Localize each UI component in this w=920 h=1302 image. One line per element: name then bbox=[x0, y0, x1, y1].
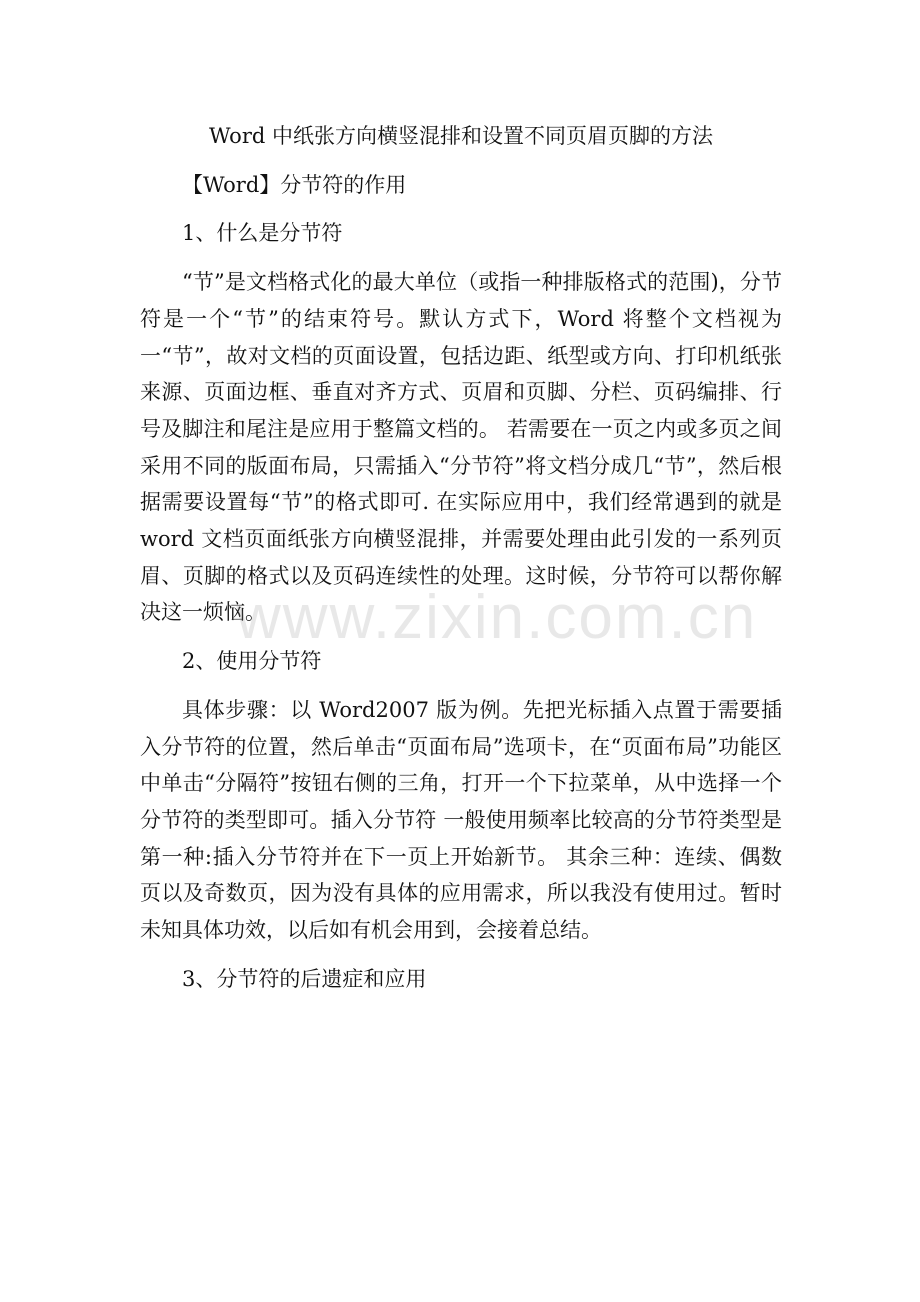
document-title: Word 中纸张方向横竖混排和设置不同页眉页脚的方法 bbox=[209, 124, 713, 148]
paragraph-2: 具体步骤：以 Word2007 版为例。先把光标插入点置于需要插入分节符的位置，然后单击“页面布局”选项卡，在“页面布局”功能区中单击“分隔符”按钮右侧的三角，打开一个下拉菜单，从中选择一个分节符的类型即可。插入分节符 一般使用频率比较高的分节符类型是第一种:插入分节符并在下一页上开始新节。 其余三种：连续、偶数页以及奇数页，因为没有具体的应用需求，所以我没有使用过。暂时未知具体功效，以后如有机会用到，会接着总结。 bbox=[140, 697, 782, 943]
heading-1: 1、什么是分节符 bbox=[182, 221, 343, 246]
paragraph-1: “节”是文档格式化的最大单位（或指一种排版格式的范围)，分节符是一个“节”的结束符号。默认方式下，Word 将整个文档视为一“节”，故对文档的页面设置，包括边距、纸型或方向、打印机纸张来源、页面边框、垂直对齐方式、页眉和页脚、分栏、页码编排、行号及脚注和尾注是应用于整篇文档的。 若需要在一页之内或多页之间采用不同的版面布局，只需插入“分节符”将文档分成几“节”，然后根据需要设置每“节”的格式即可. 在实际应用中，我们经常遇到的就是 word 文档页面纸张方向横竖混排，并需要处理由此引发的一系列页眉、页脚的格式以及页码连续性的处理。这时候，分节符可以帮你解决这一烦恼。 bbox=[140, 270, 782, 625]
watermark: www.zixin.com.cn bbox=[236, 583, 758, 652]
heading-2: 2、使用分节符 bbox=[182, 649, 322, 674]
section-heading: 【Word】分节符的作用 bbox=[182, 172, 407, 197]
heading-3: 3、分节符的后遗症和应用 bbox=[182, 966, 427, 991]
document-body bbox=[140, 118, 782, 1009]
